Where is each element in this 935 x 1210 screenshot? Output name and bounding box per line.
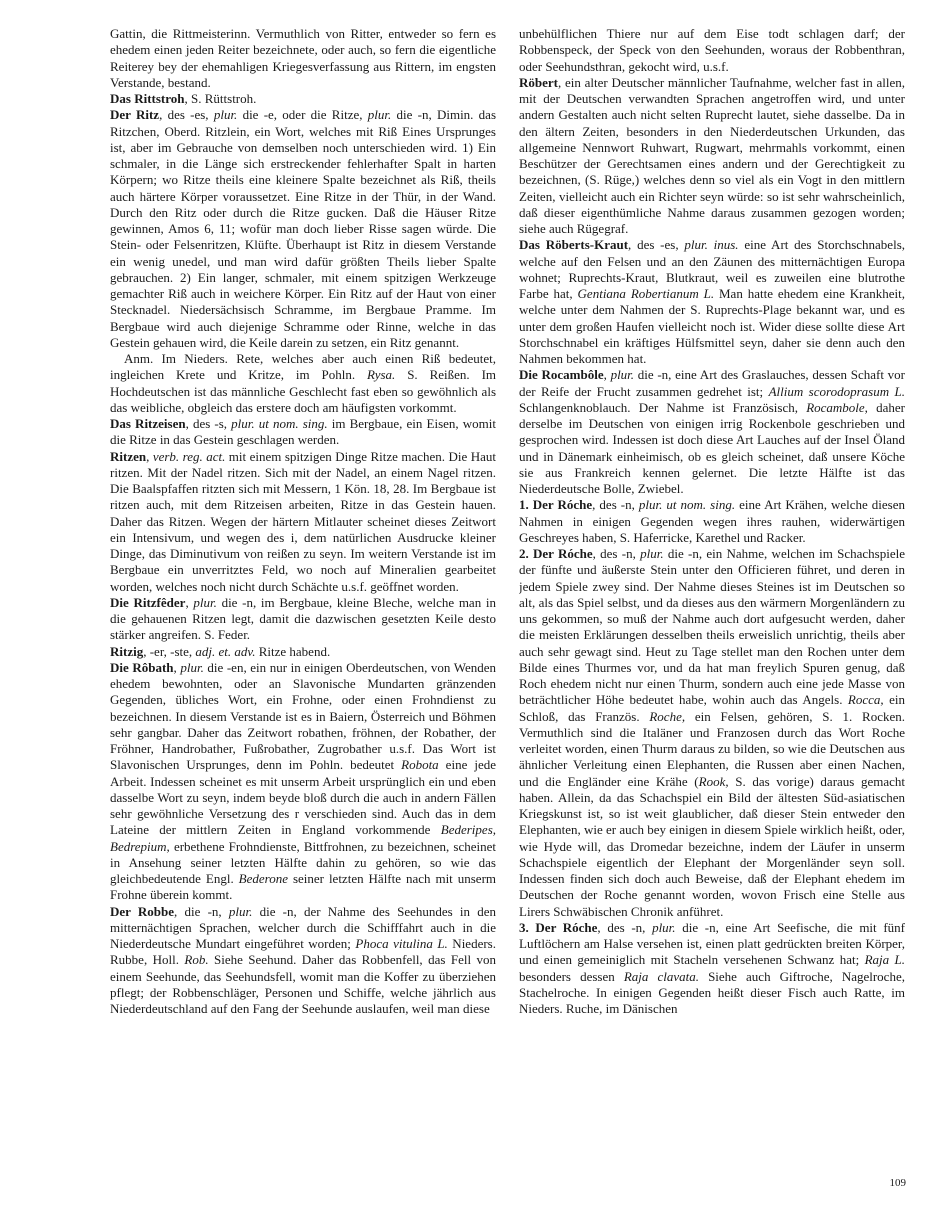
entry-headword: Ritzig [110,643,144,659]
entry-text: , [173,659,181,675]
entry-text: , die -n, [174,903,229,919]
entry-italic-text: plur. ut nom. sing. [231,416,328,431]
entry-italic-text: Rocambole, [806,399,868,415]
entry-text: , des -es, [628,237,685,253]
dictionary-entry [519,237,905,367]
entry-text: Schlangenknoblauch. Der Nahme ist Französisch, [519,399,807,415]
entry-text: unbehülflichen Thiere nur auf dem Eise todt schlagen darf; der Robbenspeck, der Speck von den Seehunden, woraus der Robbenthran, oder Seehundsthran, gekocht wird, u.s.f. [519,26,905,74]
entry-text: die -n, der Nahme des Seehundes in den mitternächtigen Sprachen, welcher durch die Schifffahrt auch in die Niederdeutsche Mundart eingeführet worden; [110,903,496,951]
entry-italic-text: plur. [193,594,217,610]
entry-text: die -n, eine Art Seefische, die mit fünf Luftlöchern am Halse versehen ist, einen platt gedrückten breiten Körper, und einen gemeiniglich mit Stacheln versehenen Schwanz hat; [519,919,905,968]
entry-italic-text: Allium scorodoprasum L. [768,383,905,399]
entry-headword: 3. Der Róche [519,919,598,935]
entry-text: , des -n, [592,497,639,513]
entry-italic-text: Rook, [698,773,729,789]
entry-text: ein Felsen, gehören, S. 1. Rocken. Vermuthlich sind die Italäner und Franzosen durch das Wort Roche verleitet worden, einen Thurm daraus zu bilden, so wie die Deutschen aus ähnlicher Verleitung einen Elephanten, die Russen aber einen Nachen, und die Engländer eine Krähe ( [519,708,905,789]
entry-text: Ritze habend. [255,643,331,659]
entry-headword: Der Robbe [110,903,175,919]
dictionary-entry [519,75,905,238]
entry-italic-text: verb. reg. act. [152,448,226,464]
entry-text: die -n, im Bergbaue, kleine Bleche, welche man in die gehauenen Ritzen legt, damit die dazwischen gesetzten Keile desto stärker angreifen. S. Feder. [110,594,496,643]
dictionary-entry [110,26,496,91]
dictionary-entry [519,546,905,920]
entry-text: erbethene Frohndienste, Bittfrohnen, zu bezeichnen, scheinet in Ansehung seiner letzten Hälfte dahin zu gehören, so wie das gleichbedeutende Engl. [110,838,496,886]
dictionary-entry [519,920,905,1018]
entry-text: , [146,448,153,464]
entry-text: die -n, ein Nahme, welchen im Schachspiele der fünfte und äußerste Stein unter den Officieren führet, und deren in jedem Spiele zwey sind. Der Nahme dieses Steines ist im Deutschen so alt, als das Spiel selbst, und da dieses aus den wärmern Morgenländern zu uns gekommen, so muß der Nahme auch dort aufgesucht werden, daher die meisten Erklärungen desselben theils erweislich unrichtig, theils aber auch sehr gewagt sind. Heut zu Tage stellet man den Rochen unter dem Bilde eines Thurmes vor, und da hat man freylich Spuren genug, daß Roch ehedem nicht nur einen Thurm, sondern auch eine jede Masse von beträchtlicher Höhe bedeutet habe, wohin auch das Angels. [519,546,905,708]
entry-text: , -er, -ste, [143,643,196,659]
entry-headword: 2. Der Róche [519,546,593,561]
entry-text: die -e, oder die Ritze, [237,107,368,123]
dictionary-entry [110,660,496,904]
entry-italic-text: plur. [640,546,664,561]
entry-headword: Ritzen [110,448,147,464]
page-number: 109 [889,1177,906,1189]
entry-italic-text: plur. ut nom. sing. [638,497,736,513]
dictionary-entry [519,367,905,497]
entry-text: , des -n, [597,919,653,935]
entry-text: , [185,594,194,610]
entry-text: ein Schloß, das Französ. [519,692,905,724]
entry-text: Siehe auch Giftroche, Nagelroche, Stachelroche. In einigen Gegenden heißt dieser Fisch auch Ratte, im Nieders. Ruche, im Dänischen [519,968,905,1016]
dictionary-entry [110,351,496,416]
entry-italic-text: Raja clavata. [623,968,699,984]
entry-headword: 1. Der Róche [519,497,593,513]
entry-text: mit einem spitzigen Dinge Ritze machen. Die Haut ritzen. Mit der Nadel ritzen. Sich mit der Nadel, an einem Nagel ritzen. Die Baalspfaffen ritzten sich mit Messern, 1 Kön. 18, 28. Im Bergbaue ist ritzen auch, mit dem Ritzeisen arbeiten, Ritze in das Gestein hauen. Daher das Ritzen. Wegen der härtern Mitlauter scheinet dieses Zeitwort ein Intensivum, und wegen des i, dem natürlichen Ausdrucke kleiner Dinge, das Diminutivum von reißen zu seyn. Im weitern Verstande ist im Bergbaue ein unverritztes Feld, wo noch auf Mineralien gearbeitet worden, welches noch nicht durch Schächte u.s.f. geöffnet worden. [110,448,496,594]
entry-text: S. Reißen. Im Hochdeutschen ist das männliche Geschlecht fast eben so gewöhnlich als das weibliche, obgleich das erstere doch am häufigsten vorkommt. [110,367,496,415]
entry-text: daher derselbe im Deutschen von einigen irrig Rockenbole geschrieben und gesprochen wird. Indessen ist doch diese Art Lauches auf der Insel Öland und in Dänemark einheimisch, ob es gleich scheinet, daß unsere Köche sie aus Frankreich kennen gelernet. Die letzte Hälfte ist das Niederdeutsche Bolle, Zwiebel. [519,399,905,496]
dictionary-entry [110,595,496,644]
entry-italic-text: Raja L. [864,952,905,968]
entry-text: , des -es, [159,107,214,123]
entry-text: , des -n, [592,546,641,561]
dictionary-entry [519,497,905,546]
entry-italic-text: Rysa. [367,367,396,383]
entry-text: Nieders. Rubbe, Holl. [110,936,496,968]
entry-headword: Die Rocambôle [519,367,604,383]
entry-text: im Bergbaue, ein Eisen, womit die Ritze in das Gestein geschlagen werden. [110,416,496,448]
entry-italic-text: adj. et. adv. [195,643,256,659]
entry-italic-text: plur. [610,367,635,383]
dictionary-entry [519,26,905,75]
entry-text: Siehe Seehund. Daher das Robbenfell, das Fell von einem Seehunde, das Seehundsfell, womit man die Koffer zu überziehen pflegt; der Robbenschläger, Personen und Schiffe, welche jährlich aus Niederdeutschland auf den Fang der Seehunde auslaufen, weil man diese [110,952,496,1016]
entry-text: die -n, Dimin. das Ritzchen, Oberd. Ritzlein, ein Wort, welches mit Riß Eines Ursprunges ist, aber im Gebrauche von demselben noch unterschieden wird. 1) Ein schmaler, in die Länge sich erstreckender fehlerhafter Spalt in harten Körpern; wo Ritze theils eine kleinere Spalte bezeichnet als Riß, theils auch härtere Körper voraussetzet. Eine Ritze in der Thür, in der Wand. Durch den Ritz oder durch die Ritze gucken. Daß die Häuser Ritze gewinnen, Amos 6, 11; wofür man doch lieber Risse sagen würde. Die Stein- oder Felsenritzen, Klüfte. Überhaupt ist Ritz in diesem Verstande ein wenig unedel, und man wird dafür größten Theils lieber Spalte gebrauchen. 2) Ein langer, schmaler, mit einem spitzigen Werkzeuge gemachter Riß auch in weichere Körper. Ein Ritz auf der Haut von einer Stecknadel. Niedersächsisch Schramme, im Bergbaue Pramme. Im Bergbaue wird auch diejenige Schramme oder Rinne, welche in das Gestein gehauen wird, die Keile darein zu setzen, ein Ritz genannt. [110,107,496,350]
entry-italic-text: Rocca, [847,692,884,708]
text-column-left [110,26,496,1176]
entry-text: besonders dessen [519,968,624,984]
entry-italic-text: plur. [228,903,253,919]
entry-italic-text: Roche, [649,708,686,724]
entry-text: , [603,367,611,383]
entry-text: , des -s, [185,416,232,431]
entry-text: eine Art des Storchschnabels, welche auf den Felsen und an den Zäunen des mitternächtigen Europa wohnet; Ruprechts-Kraut, Blutkraut, weil es zuweilen eine blutrothe Farbe hat, [519,237,905,301]
entry-text: eine Art Krähen, welche diesen Nahmen in einigen Gegenden wegen ihres rauhen, widerwärtigen Geschreyes haben, S. Haferricke, Karethel und Racker. [519,497,905,545]
entry-text: , S. Rüttstroh. [184,91,257,106]
dictionary-entry [110,449,496,595]
entry-text: Gattin, die Rittmeisterinn. Vermuthlich von Ritter, entweder so fern es ehedem einen jeden Reiter bezeichnete, oder auch, so fern die eigentliche Reiterey bey der ehemahligen Kriegesverfassung aus Rittern, im engsten Verstande, bestand. [110,26,496,90]
entry-text: eine jede Arbeit. Indessen scheinet es mit unserm Arbeit ursprünglich ein und eben dasselbe Wort zu seyn, indem beyde bloß durch die auch in andern Fällen sehr gewöhnliche Versetzung des r verschieden sind. Auch das in dem Lateine der mittlern Zeiten in England vorkommende [110,757,496,838]
entry-text: die -n, eine Art des Graslauches, dessen Schaft vor der Reife der Frucht zusammen gedrehet ist; [519,367,905,399]
entry-italic-text: Bederipes, Bedrepium, [110,822,496,854]
entry-italic-text: plur. [180,659,204,675]
entry-italic-text: Gentiana Robertianum L. [577,286,715,301]
entry-italic-text: plur. [213,107,238,123]
entry-headword: Röbert [519,74,558,90]
entry-italic-text: Phoca vitulina L. [355,936,448,951]
entry-italic-text: Rob. [184,952,209,968]
entry-headword: Die Rôbath [110,659,174,675]
entry-headword: Das Rittstroh [110,91,185,106]
dictionary-entry [110,644,496,660]
entry-text: Man hatte ehedem eine Krankheit, welche unter dem Nahmen der S. Ruprechts-Plage bekannt war, und es unter dem großen Haufen vielleicht noch ist. Wider diese sollte diese Art Storchschnabel ein kräftiges Hülfsmittel seyn, daher sie denn auch den Nahmen bekommen hat. [519,286,905,366]
entry-italic-text: Robota [401,757,439,773]
dictionary-entry [110,91,496,107]
entry-headword: Das Röberts-Kraut [519,237,629,253]
entry-italic-text: plur. inus. [684,237,739,253]
dictionary-entry [110,416,496,449]
entry-italic-text: plur. [367,107,392,123]
text-column-right [519,26,905,1176]
entry-text: , ein alter Deutscher männlicher Taufnahme, welcher fast in allen, mit der Deutschen verwandten Sprachen angetroffen wird, und unter andern Gestalten auch nicht selten Ruprecht lautet, siehe dasselbe. Da in den ältern Zeiten, besonders in den Niederdeutschen Urkunden, das allgemeine Nennwort Ruhwart, Rugwart, mehrmahls vorkommt, einen Beschützer der Gerechtsamen eines andern und der Gerechtigkeit zu bezeichnen, (S. Rüge,) welches denn so viel als ein Vogt in den mittlern Zeiten, vielleicht auch ein Richter seyn würde: so ist sehr wahrscheinlich, daß dieser eigenthümliche Nahme daraus zusammen gezogen worden; siehe auch Rügegraf. [519,74,905,236]
dictionary-entry [110,107,496,351]
entry-text: S. das vorige) daraus gemacht haben. Allein, da das Schachspiel ein Bild der ältesten Süd-asiatischen Kriegskunst ist, so ist weit glaublicher, daß dieser Stein entweder den Elephanten, wie er auch bey einigen in diesem Spiele wirklich heißt, oder, wie Hyde will, das Dromedar bezeichne, indem der Läufer in unserm Schachspiele eigentlich der Elephant der Morgenländer seyn soll. Indessen finden sich doch auch Beweise, daß der Elephant ehedem im Deutschen der Roche genannt worden, wovon Frisch eine Stelle aus Lirers Schwäbischen Chronik anführet. [519,773,905,919]
entry-italic-text: Bederone [238,871,288,886]
entry-headword: Die Ritzfêder [110,594,186,610]
entry-text: seiner letzten Hälfte nach mit unserm Frohne überein kommt. [110,871,496,903]
entry-italic-text: plur. [652,919,676,935]
entry-text: die -en, ein nur in einigen Oberdeutschen, von Wenden ehedem bewohnten, oder an Slavonische Mundarten gränzenden Gegenden, übliches Wort, ein Frohne, oder einen Frohndienst zu bezeichnen. In diesem Verstande ist es in Baiern, Österreich und Böhmen sehr gangbar. Daher das Zeitwort robathen, fröhnen, der Robather, der Fröhner, Handrobather, Fußrobather, Zugrobather u.s.f. Das Wort ist Slavonischen Ursprunges, denn im Pohln. bedeutet [110,659,496,773]
entry-text: Anm. Im Nieders. Rete, welches aber auch einen Riß bedeutet, ingleichen Krete und Kritze, im Pohln. [110,351,496,383]
dictionary-entry [110,904,496,1018]
entry-headword: Der Ritz [110,107,160,123]
entry-headword: Das Ritzeisen [110,416,186,431]
